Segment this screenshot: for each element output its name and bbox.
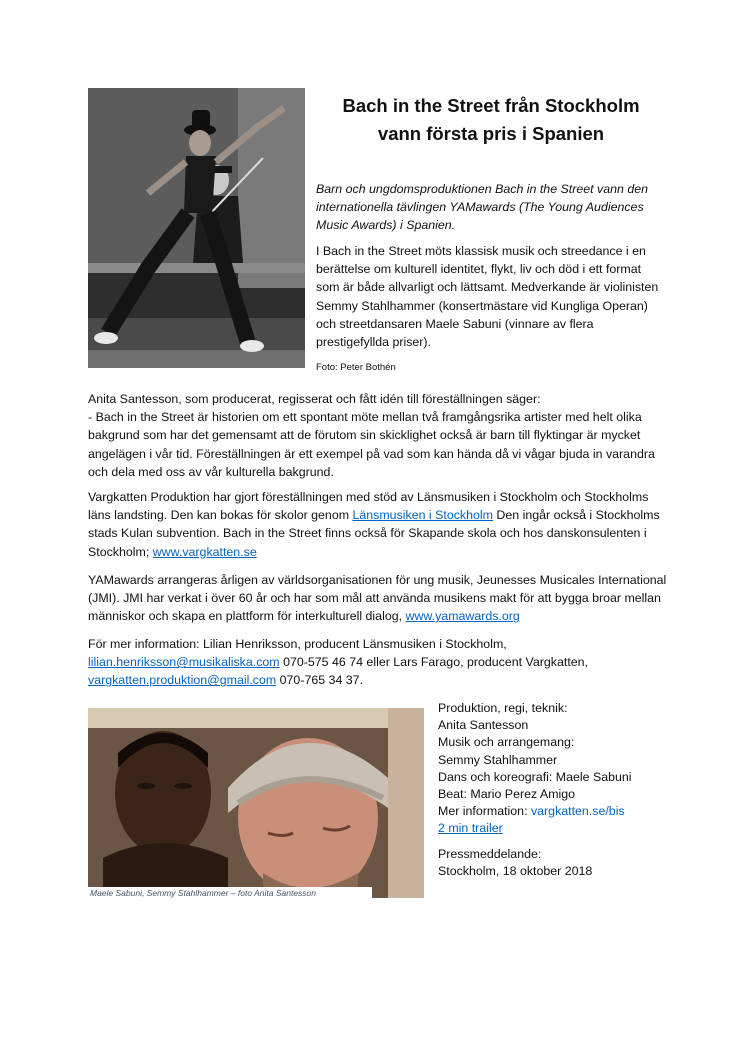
vargkatten-bis-link[interactable]: vargkatten.se/bis xyxy=(530,804,625,819)
press-label: Pressmeddelande: xyxy=(438,847,542,861)
description-paragraph: I Bach in the Street möts klassisk musik och streedance i en berättelse om kulturell identitet, flykt, liv och död i ett format som är både allvarligt och lättsamt. Medverkande är violinisten Semmy Stahlhammer (konsertmästare vid Kungliga Operan) och streetdansaren Maele Sabuni (vinnare av flera prestigefyllda priser). xyxy=(316,244,659,350)
press-block xyxy=(438,846,678,880)
credit-beat: Beat: Mario Perez Amigo xyxy=(438,787,576,802)
credit-more-info xyxy=(438,803,678,820)
credits-block xyxy=(438,700,678,838)
yamawards-link[interactable]: www.yamawards.org xyxy=(405,609,520,624)
photo-credit: Foto: Peter Bothén xyxy=(316,362,396,373)
more-info-label: Mer information: xyxy=(438,804,531,819)
quote-intro: Anita Santesson, som producerat, regisserat och fått idén till föreställningen säger: xyxy=(88,392,541,406)
contact-text-a: För mer information: Lilian Henriksson, producent Länsmusiken i Stockholm, xyxy=(88,637,507,651)
dancer-violinist-photo xyxy=(88,88,305,368)
production-text-b: Den ingår också i Stockholms stads Kulan subvention. Bach in the Street finns också för Skapande skola och hos danskonsulenten i Stockholm; xyxy=(88,508,660,559)
quote-text: - Bach in the Street är historien om ett spontant möte mellan två framgångsrika artister med helt olika bakgrund som har det gemensamt att de förutom sin skicklighet också är barn till flyktingar är mycket angelägen i vår tid. Föreställningen är ett exempel på vad som kan hända då vi vågar bjuda in varandra och dela med oss av vår kulturella bakgrund. xyxy=(88,410,655,479)
contact-text-c: 070-765 34 37. xyxy=(276,673,364,688)
lansmusiken-link[interactable]: Länsmusiken i Stockholm xyxy=(352,508,493,523)
credit-production-name: Anita Santesson xyxy=(438,718,529,733)
yamawards-text: YAMawards arrangeras årligen av världsorganisationen för ung musik, Jeunesses Musicales International (JMI). JMI har verkat i över 60 år och har som mål att använda musikens makt för att bygga broar mellan människor och skapa en plattform för interkulturell dialog, xyxy=(88,573,667,624)
email-lilian-link[interactable]: lilian.henriksson@musikaliska.com xyxy=(88,655,280,670)
credit-production-label: Produktion, regi, teknik: xyxy=(438,701,568,715)
contact-paragraph xyxy=(88,635,668,690)
credit-trailer xyxy=(438,820,678,837)
press-date: Stockholm, 18 oktober 2018 xyxy=(438,864,593,879)
title-line-1: Bach in the Street från Stockholm xyxy=(342,95,640,116)
credit-dance: Dans och koreografi: Maele Sabuni xyxy=(438,769,632,784)
yamawards-paragraph xyxy=(88,571,668,626)
portrait-caption: Maele Sabuni, Semmy Stahlhammer – foto Anita Santesson xyxy=(88,887,372,899)
production-text-a: Vargkatten Produktion har gjort föreställningen med stöd av Länsmusiken i Stockholm och Stockholms läns landsting. Den kan bokas för skolor genom xyxy=(88,490,649,523)
trailer-link[interactable]: 2 min trailer xyxy=(438,821,503,836)
performers-portrait-photo xyxy=(88,708,424,898)
title-line-2: vann första pris i Spanien xyxy=(377,123,605,144)
credit-music-name: Semmy Stahlhammer xyxy=(438,752,558,767)
quote-paragraph xyxy=(88,390,668,481)
press-release-title xyxy=(316,92,666,148)
contact-text-b: 070-575 46 74 eller Lars Farago, producent Vargkatten, xyxy=(279,655,588,670)
production-paragraph xyxy=(88,488,668,561)
intro-paragraph: Barn och ungdomsproduktionen Bach in the Street vann den internationella tävlingen YAMawards (The Young Audiences Music Awards) i Spanien. xyxy=(316,182,649,232)
email-vargkatten-link[interactable]: vargkatten.produktion@gmail.com xyxy=(88,673,277,688)
vargkatten-link[interactable]: www.vargkatten.se xyxy=(152,544,257,559)
credit-music-label: Musik och arrangemang: xyxy=(438,735,575,750)
